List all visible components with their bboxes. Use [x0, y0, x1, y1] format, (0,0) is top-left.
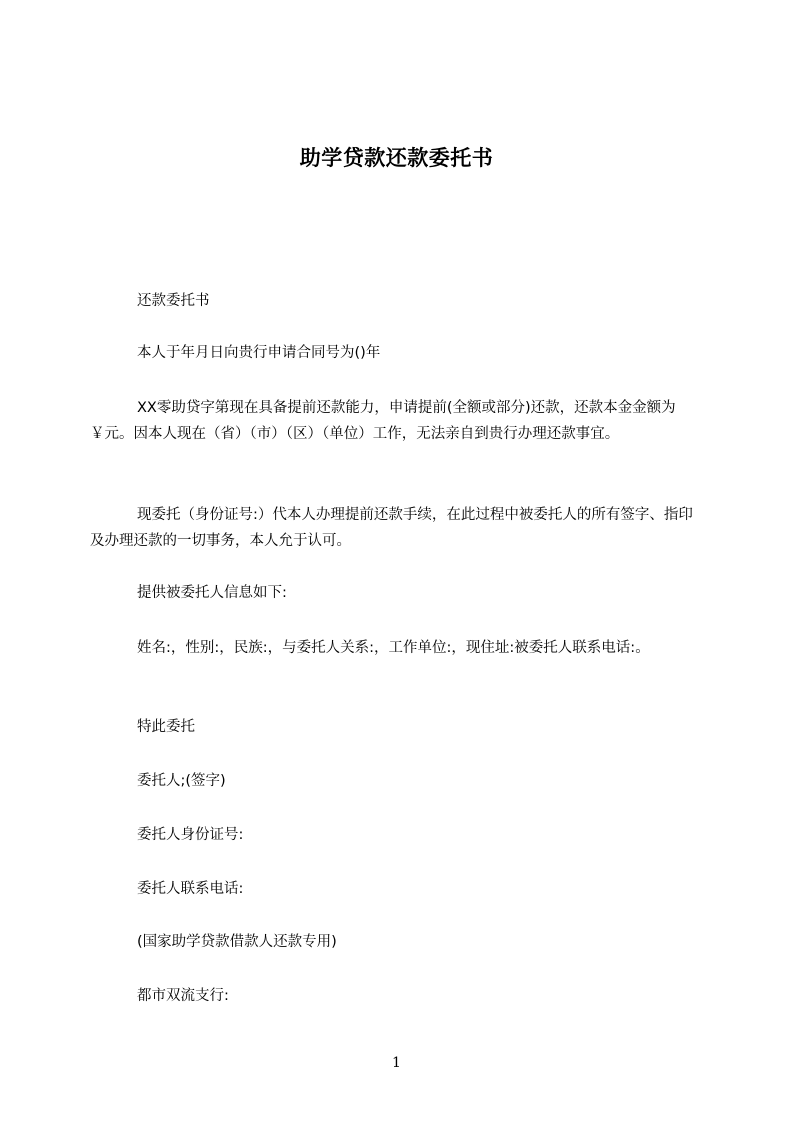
paragraph-special-authorization: 特此委托 — [137, 719, 195, 735]
paragraph-branch-address: 都市双流支行: — [137, 988, 229, 1004]
page-number: 1 — [392, 1055, 401, 1071]
field-principal-phone: 委托人联系电话: — [137, 881, 244, 897]
paragraph-authorization: 现委托（身份证号:）代本人办理提前还款手续，在此过程中被委托人的所有签字、指印及办理还款的一切事务，本人允于认可。 — [90, 507, 693, 549]
paragraph-heading: 还款委托书 — [137, 293, 210, 309]
field-principal-id-number: 委托人身份证号: — [137, 827, 244, 843]
paragraph-repayment-details: XX零助贷字第现在具备提前还款能力，申请提前(全额或部分)还款，还款本金金额为￥元。因本人现在（省）（市）（区）（单位）工作，无法亲自到贵行办理还款事宜。 — [90, 400, 676, 442]
paragraph-trustee-info: 姓名:，性别:，民族:，与委托人关系:，工作单位:，现住址:被委托人联系电话:。 — [137, 640, 650, 656]
paragraph-trustee-info-intro: 提供被委托人信息如下: — [137, 585, 287, 601]
field-principal-signature: 委托人;(签字) — [137, 773, 226, 789]
paragraph-application: 本人于年月日向贵行申请合同号为()年 — [137, 345, 381, 361]
paragraph-usage-note: (国家助学贷款借款人还款专用) — [137, 934, 337, 950]
document-title: 助学贷款还款委托书 — [299, 146, 494, 170]
